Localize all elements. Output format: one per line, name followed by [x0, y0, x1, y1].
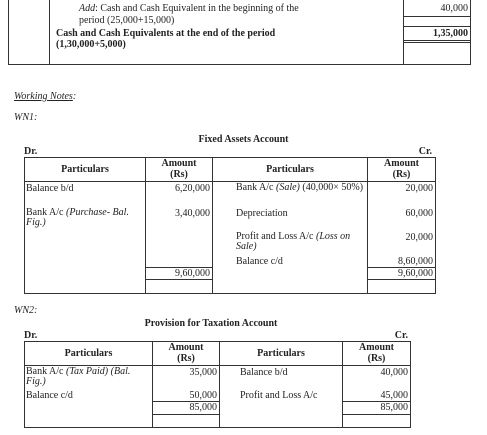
debit-row-amount: 6,20,000	[175, 183, 210, 194]
debit-particulars-header: Particulars	[64, 348, 113, 359]
debit-total: 85,000	[189, 402, 217, 413]
credit-row-amount: 45,000	[380, 390, 408, 401]
credit-row-particulars: Balance b/d	[240, 367, 288, 378]
add-line-1	[79, 3, 299, 14]
account-title: Fixed Assets Account	[198, 134, 289, 145]
table-border	[24, 181, 436, 182]
wn2-label: WN2:	[14, 305, 38, 316]
credit-rs-header: (Rs)	[392, 169, 411, 180]
cr-label: Cr.	[418, 146, 432, 157]
credit-row-particulars: Balance c/d	[236, 256, 283, 267]
credit-amount-header: Amount	[383, 158, 419, 169]
debit-row-particulars: Bank A/c (Purchase- Bal. Fig.)	[26, 207, 129, 228]
total-rule	[368, 279, 435, 280]
credit-row-amount: 20,000	[405, 232, 433, 243]
debit-row-amount: 35,000	[189, 367, 217, 378]
border-line	[8, 0, 9, 65]
working-notes-heading: Working Notes:	[14, 91, 77, 102]
wn1-label: WN1:	[14, 112, 38, 123]
credit-particulars-header: Particulars	[257, 348, 305, 359]
cce-end-amount: 1,35,000	[433, 28, 468, 39]
underline	[404, 40, 470, 41]
cce-end-label-2: (1,30,000+5,000)	[56, 39, 126, 50]
table-border	[24, 157, 25, 294]
credit-row-particulars: Profit and Loss A/c	[240, 390, 318, 401]
underline	[404, 42, 470, 43]
cce-beginning-amount: 40,000	[440, 3, 468, 14]
credit-particulars-header: Particulars	[266, 164, 314, 175]
debit-amount-header: Amount	[161, 158, 197, 169]
debit-row-particulars: Bank A/c (Tax Paid) (Bal. Fig.)	[26, 366, 131, 387]
border-line	[470, 0, 471, 65]
debit-row-particulars: Balance b/d	[26, 183, 74, 194]
debit-particulars-header: Particulars	[61, 164, 109, 175]
dr-label: Dr.	[24, 146, 38, 157]
table-border	[212, 157, 213, 294]
credit-row-particulars: Bank A/c (Sale) (40,000× 50%)	[236, 182, 364, 193]
credit-total: 85,000	[380, 402, 408, 413]
credit-row-particulars: Profit and Loss A/c (Loss on Sale)	[236, 231, 351, 252]
credit-row-amount: 40,000	[380, 367, 408, 378]
table-border	[24, 293, 436, 294]
credit-row-amount: 8,60,000	[398, 256, 433, 267]
debit-amount-header: Amount	[168, 342, 204, 353]
debit-rs-header: (Rs)	[170, 169, 188, 180]
border-line	[49, 0, 50, 65]
total-rule	[343, 414, 410, 415]
underline	[404, 16, 470, 17]
table-border	[410, 341, 411, 428]
credit-row-amount: 20,000	[405, 183, 433, 194]
total-rule	[153, 414, 219, 415]
credit-row-amount: 60,000	[405, 208, 433, 219]
underline	[404, 26, 470, 27]
debit-total: 9,60,000	[175, 268, 210, 279]
account-title: Provision for Taxation Account	[144, 318, 278, 329]
credit-amount-header: Amount	[358, 342, 394, 353]
debit-row-amount: 3,40,000	[175, 208, 210, 219]
dr-label: Dr.	[24, 330, 38, 341]
table-border	[24, 427, 411, 428]
debit-rs-header: (Rs)	[177, 353, 195, 364]
debit-row-amount: 50,000	[189, 390, 217, 401]
cce-end-label-1: Cash and Cash Equivalents at the end of the period	[56, 28, 276, 39]
cr-label: Cr.	[394, 330, 408, 341]
border-line	[8, 64, 471, 65]
table-border	[435, 157, 436, 294]
add-label: Add	[79, 3, 96, 14]
add-text: : Cash and Cash Equivalent in the beginning of the	[95, 3, 299, 14]
credit-total: 9,60,000	[398, 268, 433, 279]
credit-row-particulars: Depreciation	[236, 208, 288, 219]
total-rule	[146, 279, 212, 280]
add-line-2: period (25,000+15,000)	[79, 15, 175, 26]
debit-row-particulars: Balance c/d	[26, 390, 73, 401]
credit-rs-header: (Rs)	[367, 353, 386, 364]
